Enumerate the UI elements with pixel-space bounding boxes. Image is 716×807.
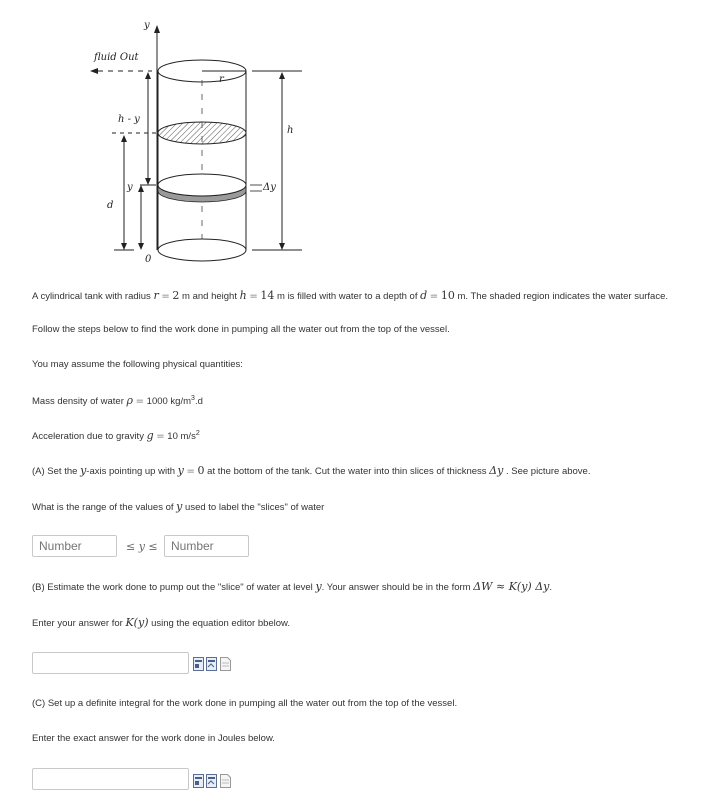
h-minus-y-label: h - y [118,114,140,125]
part-a-question: What is the range of the values of y used to label the "slices" of water [32,500,325,513]
y-label: y [127,182,133,193]
zero-label: 0 [145,254,152,265]
part-a-text: (A) Set the y-axis pointing up with y = 0 at the bottom of the tank. Cut the water into thin slices of thickness Δy . See picture above. [32,464,591,477]
upper-bound-input[interactable] [164,535,249,557]
y-axis-arrow [154,25,160,33]
equation-editor-icon[interactable] [193,657,204,671]
radius-label: r [219,74,224,85]
work-equation-input[interactable] [32,768,189,790]
k-equation-input[interactable] [32,652,189,674]
part-c-enter-text: Enter the exact answer for the work done in Joules below. [32,733,275,744]
equation-editor-icon[interactable] [193,774,204,788]
assume-text: You may assume the following physical quantities: [32,359,243,370]
gravity-text: Acceleration due to gravity g = 10 $m/s^2$ [32,429,200,442]
steps-text: Follow the steps below to find the work done in pumping all the water out from the top of the vessel. [32,324,450,335]
part-c-text: (C) Set up a definite integral for the work done in pumping all the water out from the top of the vessel. [32,698,458,709]
y-axis-label: y [144,20,150,31]
lower-bound-input[interactable] [32,535,117,557]
help-document-icon[interactable] [220,657,231,671]
fluid-out-label: fluid Out [94,52,139,63]
part-b-enter-text: Enter your answer for K(y) using the equation editor bbelow. [32,616,291,629]
h-label: h [287,125,294,136]
density-text: Mass density of water ρ = 1000 $kg/m^3.d$ [32,394,203,407]
part-b-text: (B) Estimate the work done to pump out the "slice" of water at level y. Your answer should be in the form ΔW ≈ K(y) Δy. [32,580,553,593]
slice-top [158,174,246,196]
intro-text: A cylindrical tank with radius r = 2 m and height h = 14 m is filled with water to a depth of d = 10 m. The shaded region indicates the water surface. [32,289,668,302]
preview-icon[interactable] [206,774,217,788]
help-document-icon[interactable] [220,774,231,788]
cylinder-bottom [158,239,246,261]
fluid-out-arrow [90,68,98,74]
water-surface [158,122,246,144]
cylinder-diagram [0,0,716,280]
d-label: d [107,200,114,211]
preview-icon[interactable] [206,657,217,671]
inequality-symbol: ≤ y ≤ [126,540,158,553]
delta-y-label: Δy [263,182,276,193]
